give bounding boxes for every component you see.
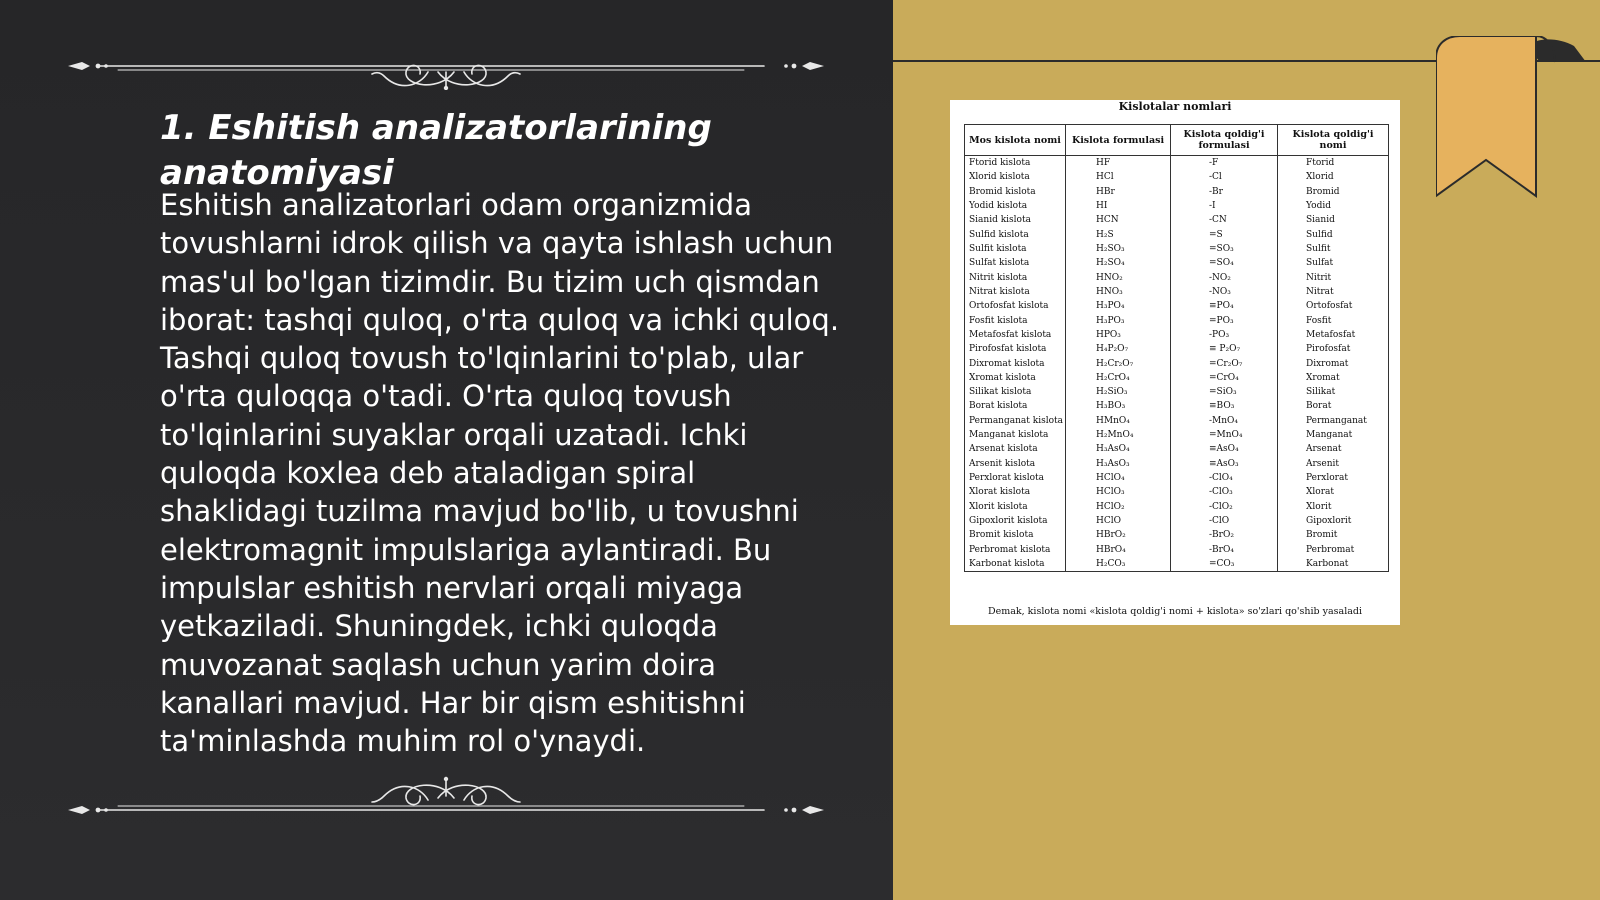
table-cell: Nitrat kislota <box>965 285 1066 299</box>
table-cell: Dixromat kislota <box>965 356 1066 370</box>
table-cell: =MnO₄ <box>1171 428 1278 442</box>
table-cell: Silikat kislota <box>965 385 1066 399</box>
table-cell: HCl <box>1066 170 1171 184</box>
table-cell: Xlorid kislota <box>965 170 1066 184</box>
table-cell: Gipoxlorit kislota <box>965 514 1066 528</box>
table-cell: Nitrat <box>1278 285 1389 299</box>
table-cell: HNO₃ <box>1066 285 1171 299</box>
table-cell: Fosfit kislota <box>965 313 1066 327</box>
table-row <box>965 242 1389 256</box>
table-cell: Sulfid <box>1278 228 1389 242</box>
table-cell: Xlorat kislota <box>965 485 1066 499</box>
table-cell: HPO₃ <box>1066 328 1171 342</box>
table-cell: H₂SiO₃ <box>1066 385 1171 399</box>
table-cell: -ClO₂ <box>1171 500 1278 514</box>
table-cell: -ClO <box>1171 514 1278 528</box>
table-row <box>965 557 1389 572</box>
table-cell: HBrO₄ <box>1066 542 1171 556</box>
table-cell: ≡ P₂O₇ <box>1171 342 1278 356</box>
table-cell: Perxlorat kislota <box>965 471 1066 485</box>
table-cell: Ftorid kislota <box>965 156 1066 171</box>
table-cell: Perbromat <box>1278 542 1389 556</box>
table-cell: H₃PO₄ <box>1066 299 1171 313</box>
table-cell: H₂SO₃ <box>1066 242 1171 256</box>
table-cell: HMnO₄ <box>1066 414 1171 428</box>
table-cell: -F <box>1171 156 1278 171</box>
table-cell: Karbonat kislota <box>965 557 1066 572</box>
table-cell: HCN <box>1066 213 1171 227</box>
table-cell: Bromid kislota <box>965 185 1066 199</box>
table-cell: Ortofosfat kislota <box>965 299 1066 313</box>
table-cell: H₃BO₃ <box>1066 399 1171 413</box>
table-cell: Sulfit <box>1278 242 1389 256</box>
table-cell: Dixromat <box>1278 356 1389 370</box>
table-cell: -Cl <box>1171 170 1278 184</box>
bottom-ornament-icon <box>68 776 824 824</box>
table-row <box>965 371 1389 385</box>
acid-names-table-image <box>950 100 1400 625</box>
table-row <box>965 170 1389 184</box>
table-cell: -BrO₄ <box>1171 542 1278 556</box>
table-cell: Arsenat kislota <box>965 442 1066 456</box>
table-cell: Sianid <box>1278 213 1389 227</box>
table-row <box>965 328 1389 342</box>
table-cell: -NO₂ <box>1171 271 1278 285</box>
table-cell: Silikat <box>1278 385 1389 399</box>
table-cell: -Br <box>1171 185 1278 199</box>
table-row <box>965 213 1389 227</box>
table-cell: Nitrit <box>1278 271 1389 285</box>
table-cell: H₂CO₃ <box>1066 557 1171 572</box>
table-cell: -NO₃ <box>1171 285 1278 299</box>
table-cell: -BrO₂ <box>1171 528 1278 542</box>
table-cell: Xlorit <box>1278 500 1389 514</box>
table-cell: =SO₄ <box>1171 256 1278 270</box>
table-cell: Borat <box>1278 399 1389 413</box>
table-row <box>965 428 1389 442</box>
table-header-cell: Kislota qoldig'i nomi <box>1278 125 1389 156</box>
table-cell: H₂CrO₄ <box>1066 371 1171 385</box>
table-cell: Permanganat kislota <box>965 414 1066 428</box>
table-cell: Pirofosfat kislota <box>965 342 1066 356</box>
table-header-cell: Kislota formulasi <box>1066 125 1171 156</box>
bookmark-ribbon-icon <box>1436 36 1586 198</box>
table-row <box>965 256 1389 270</box>
table-cell: =S <box>1171 228 1278 242</box>
table-cell: Metafosfat <box>1278 328 1389 342</box>
table-row <box>965 542 1389 556</box>
table-cell: HBrO₂ <box>1066 528 1171 542</box>
table-cell: Permanganat <box>1278 414 1389 428</box>
table-cell: Manganat <box>1278 428 1389 442</box>
table-cell: HBr <box>1066 185 1171 199</box>
table-row <box>965 285 1389 299</box>
table-row <box>965 313 1389 327</box>
table-cell: Perxlorat <box>1278 471 1389 485</box>
table-cell: Sulfat <box>1278 256 1389 270</box>
table-cell: Yodid <box>1278 199 1389 213</box>
table-cell: Nitrit kislota <box>965 271 1066 285</box>
table-cell: H₄P₂O₇ <box>1066 342 1171 356</box>
table-cell: Xlorit kislota <box>965 500 1066 514</box>
table-row <box>965 485 1389 499</box>
table-cell: =Cr₂O₇ <box>1171 356 1278 370</box>
table-cell: HClO <box>1066 514 1171 528</box>
table-cell: Arsenat <box>1278 442 1389 456</box>
table-row <box>965 528 1389 542</box>
table-cell: Bromit <box>1278 528 1389 542</box>
table-cell: Pirofosfat <box>1278 342 1389 356</box>
table-row <box>965 442 1389 456</box>
table-cell: Ftorid <box>1278 156 1389 171</box>
table-cell: HClO₃ <box>1066 485 1171 499</box>
table-cell: Sulfit kislota <box>965 242 1066 256</box>
table-cell: ≡BO₃ <box>1171 399 1278 413</box>
table-cell: HClO₂ <box>1066 500 1171 514</box>
table-row <box>965 299 1389 313</box>
table-cell: H₂S <box>1066 228 1171 242</box>
acid-names-table <box>964 124 1389 572</box>
table-row <box>965 457 1389 471</box>
table-row <box>965 156 1389 171</box>
table-cell: -CN <box>1171 213 1278 227</box>
table-row <box>965 514 1389 528</box>
table-cell: Yodid kislota <box>965 199 1066 213</box>
table-header-row <box>965 125 1389 156</box>
table-row <box>965 271 1389 285</box>
table-cell: -ClO₃ <box>1171 485 1278 499</box>
table-cell: Xlorat <box>1278 485 1389 499</box>
table-cell: ≡PO₄ <box>1171 299 1278 313</box>
table-cell: Xromat <box>1278 371 1389 385</box>
table-cell: Sulfid kislota <box>965 228 1066 242</box>
table-note: Demak, kislota nomi «kislota qoldig'i nomi + kislota» so'zlari qo'shib yasaladi <box>987 606 1363 617</box>
table-cell: =CO₃ <box>1171 557 1278 572</box>
table-cell: Ortofosfat <box>1278 299 1389 313</box>
table-cell: Bromid <box>1278 185 1389 199</box>
table-header-cell: Mos kislota nomi <box>965 125 1066 156</box>
table-cell: Sulfat kislota <box>965 256 1066 270</box>
table-cell: HNO₂ <box>1066 271 1171 285</box>
table-cell: Xlorid <box>1278 170 1389 184</box>
table-cell: Gipoxlorit <box>1278 514 1389 528</box>
table-cell: H₂Cr₂O₇ <box>1066 356 1171 370</box>
slide-title: 1. Eshitish analizatorlarining anatomiyasi <box>160 108 712 193</box>
table-cell: Sianid kislota <box>965 213 1066 227</box>
table-cell: HI <box>1066 199 1171 213</box>
table-cell: H₃AsO₄ <box>1066 442 1171 456</box>
table-cell: H₃AsO₃ <box>1066 457 1171 471</box>
table-row <box>965 471 1389 485</box>
table-cell: ≡AsO₄ <box>1171 442 1278 456</box>
table-row <box>965 356 1389 370</box>
table-row <box>965 399 1389 413</box>
table-cell: Bromit kislota <box>965 528 1066 542</box>
table-cell: H₂MnO₄ <box>1066 428 1171 442</box>
table-row <box>965 342 1389 356</box>
table-cell: Metafosfat kislota <box>965 328 1066 342</box>
table-row <box>965 414 1389 428</box>
table-cell: -I <box>1171 199 1278 213</box>
table-row <box>965 500 1389 514</box>
table-row <box>965 185 1389 199</box>
slide-body-text: Eshitish analizatorlari odam organizmida tovushlarni idrok qilish va qayta ishlash uchun mas'ul bo'lgan tizimdir. Bu tizim uch qismdan iborat: tashqi quloq, o'rta quloq va ichki quloq. Tashqi quloq tovush to'lqinlarini to'plab, ular o'rta quloqqa o'tadi. O'rta quloq tovush to'lqinlarini suyaklar orqali uzatadi. Ichki quloqda koxlea deb ataladigan spiral shaklidagi tuzilma mavjud bo'lib, u tovushni elektromagnit impulslariga aylantiradi. Bu impulslar eshitish nervlari orqali miyaga yetkaziladi. Shuningdek, ichki quloqda muvozanat saqlash uchun yarim doira kanallari mavjud. Har bir qism eshitishni ta'minlashda muhim rol o'ynaydi. <box>160 188 840 759</box>
table-cell: =SO₃ <box>1171 242 1278 256</box>
table-cell: Arsenit kislota <box>965 457 1066 471</box>
table-row <box>965 199 1389 213</box>
table-title: Kislotalar nomlari <box>1118 100 1232 113</box>
table-cell: H₂SO₄ <box>1066 256 1171 270</box>
table-cell: ≡AsO₃ <box>1171 457 1278 471</box>
table-header-cell: Kislota qoldig'i formulasi <box>1171 125 1278 156</box>
table-cell: Xromat kislota <box>965 371 1066 385</box>
table-cell: HF <box>1066 156 1171 171</box>
table-cell: =PO₃ <box>1171 313 1278 327</box>
table-cell: Perbromat kislota <box>965 542 1066 556</box>
table-cell: HClO₄ <box>1066 471 1171 485</box>
table-cell: Arsenit <box>1278 457 1389 471</box>
table-cell: -MnO₄ <box>1171 414 1278 428</box>
table-cell: =CrO₄ <box>1171 371 1278 385</box>
table-row <box>965 228 1389 242</box>
table-cell: =SiO₃ <box>1171 385 1278 399</box>
table-cell: -ClO₄ <box>1171 471 1278 485</box>
table-row <box>965 385 1389 399</box>
table-cell: -PO₃ <box>1171 328 1278 342</box>
top-ornament-icon <box>68 42 824 90</box>
table-cell: Karbonat <box>1278 557 1389 572</box>
table-cell: Borat kislota <box>965 399 1066 413</box>
table-cell: Manganat kislota <box>965 428 1066 442</box>
table-cell: H₃PO₃ <box>1066 313 1171 327</box>
table-cell: Fosfit <box>1278 313 1389 327</box>
